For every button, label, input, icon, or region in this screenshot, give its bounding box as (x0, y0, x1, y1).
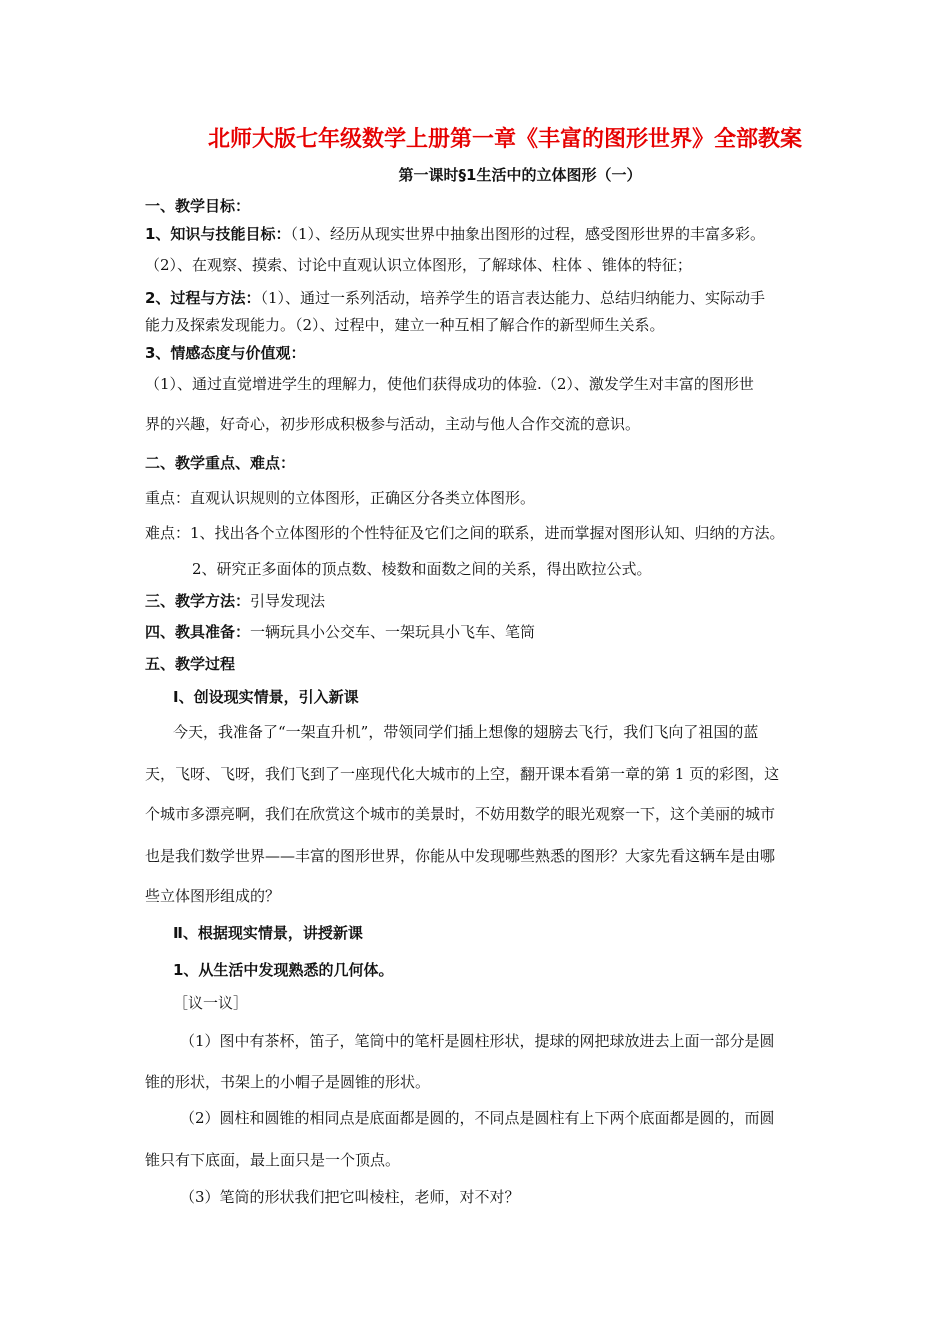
section-heading-keypoints: 二、教学重点、难点： (145, 454, 296, 472)
process-part-1-heading: Ⅰ、创设现实情景，引入新课 (173, 688, 359, 706)
teaching-aids-text: 一辆玩具小公交车、一架玩具小飞车、笔筒 (250, 623, 536, 641)
paragraph-line: （3）笔筒的形状我们把它叫棱柱，老师，对不对？ (180, 1188, 520, 1206)
goal-attitude-label: 3、情感态度与价值观： (145, 344, 306, 362)
difficult-point-2: 2、研究正多面体的顶点数、棱数和面数之间的关系，得出欧拉公式。 (192, 560, 652, 578)
key-point: 重点：直观认识规则的立体图形，正确区分各类立体图形。 (145, 489, 536, 507)
paragraph-line: 锥的形状，书架上的小帽子是圆锥的形状。 (145, 1073, 431, 1091)
process-part-2-heading: Ⅱ、根据现实情景，讲授新课 (173, 924, 363, 942)
paragraph-line: 锥只有下底面，最上面只是一个顶点。 (145, 1151, 401, 1169)
goal-knowledge-label: 1、知识与技能目标： (145, 225, 291, 243)
paragraph-line: 今天，我准备了“一架直升机”，带领同学们插上想像的翅膀去飞行，我们飞向了祖国的蓝 (173, 723, 759, 741)
paragraph-line: 天，飞呀、飞呀，我们飞到了一座现代化大城市的上空，翻开课本看第一章的第 1 页的彩图，这 (145, 765, 780, 783)
teaching-aids (145, 622, 865, 642)
paragraph-line: （2）圆柱和圆锥的相同点是底面都是圆的，不同点是圆柱有上下两个底面都是圆的，而圆 (180, 1109, 775, 1127)
goal-process-label: 2、过程与方法： (145, 289, 261, 307)
paragraph-line: 个城市多漂亮啊，我们在欣赏这个城市的美景时，不妨用数学的眼光观察一下，这个美丽的城市 (145, 805, 776, 823)
teaching-method-text: 引导发现法 (250, 592, 326, 610)
goal-knowledge-text-cont: （2）、在观察、摸索、讨论中直观认识立体图形，了解球体、柱体 、锥体的特征； (145, 256, 692, 274)
paragraph-line: 也是我们数学世界——丰富的图形世界，你能从中发现哪些熟悉的图形？大家先看这辆车是由哪 (145, 847, 776, 865)
paragraph-line: （1）图中有茶杯，笛子，笔筒中的笔杆是圆柱形状，提球的网把球放进去上面一部分是圆 (180, 1032, 775, 1050)
section-heading-objectives: 一、教学目标： (145, 197, 251, 215)
paragraph-line: 些立体图形组成的？ (145, 887, 281, 905)
goal-process-text: （1）、通过一系列活动，培养学生的语言表达能力、总结归纳能力、实际动手 (260, 289, 766, 307)
process-part-2-subheading: 1、从生活中发现熟悉的几何体。 (173, 961, 394, 979)
section-heading-process: 五、教学过程 (145, 655, 236, 673)
goal-knowledge-text: （1）、经历从现实世界中抽象出图形的过程，感受图形世界的丰富多彩。 (290, 225, 765, 243)
teaching-method (145, 591, 865, 611)
teaching-aids-label: 四、教具准备： (145, 623, 251, 641)
difficult-point-1: 难点：1、找出各个立体图形的个性特征及它们之间的联系，进而掌握对图形认知、归纳的方法。 (145, 524, 785, 542)
goal-process (145, 288, 865, 308)
lesson-subtitle: 第一课时§1生活中的立体图形（一） (398, 166, 642, 184)
document-title: 北师大版七年级数学上册第一章《丰富的图形世界》全部教案 (207, 127, 802, 152)
goal-attitude-text: （1）、通过直觉增进学生的理解力，使他们获得成功的体验.（2）、激发学生对丰富的图形世 (145, 375, 754, 393)
teaching-method-label: 三、教学方法： (145, 592, 251, 610)
discussion-label: ［议一议］ (173, 994, 249, 1012)
goal-process-text-cont: 能力及探索发现能力。（2）、过程中，建立一种互相了解合作的新型师生关系。 (145, 316, 665, 334)
goal-attitude-text-cont: 界的兴趣，好奇心，初步形成积极参与活动，主动与他人合作交流的意识。 (145, 415, 641, 433)
goal-knowledge (145, 224, 865, 244)
